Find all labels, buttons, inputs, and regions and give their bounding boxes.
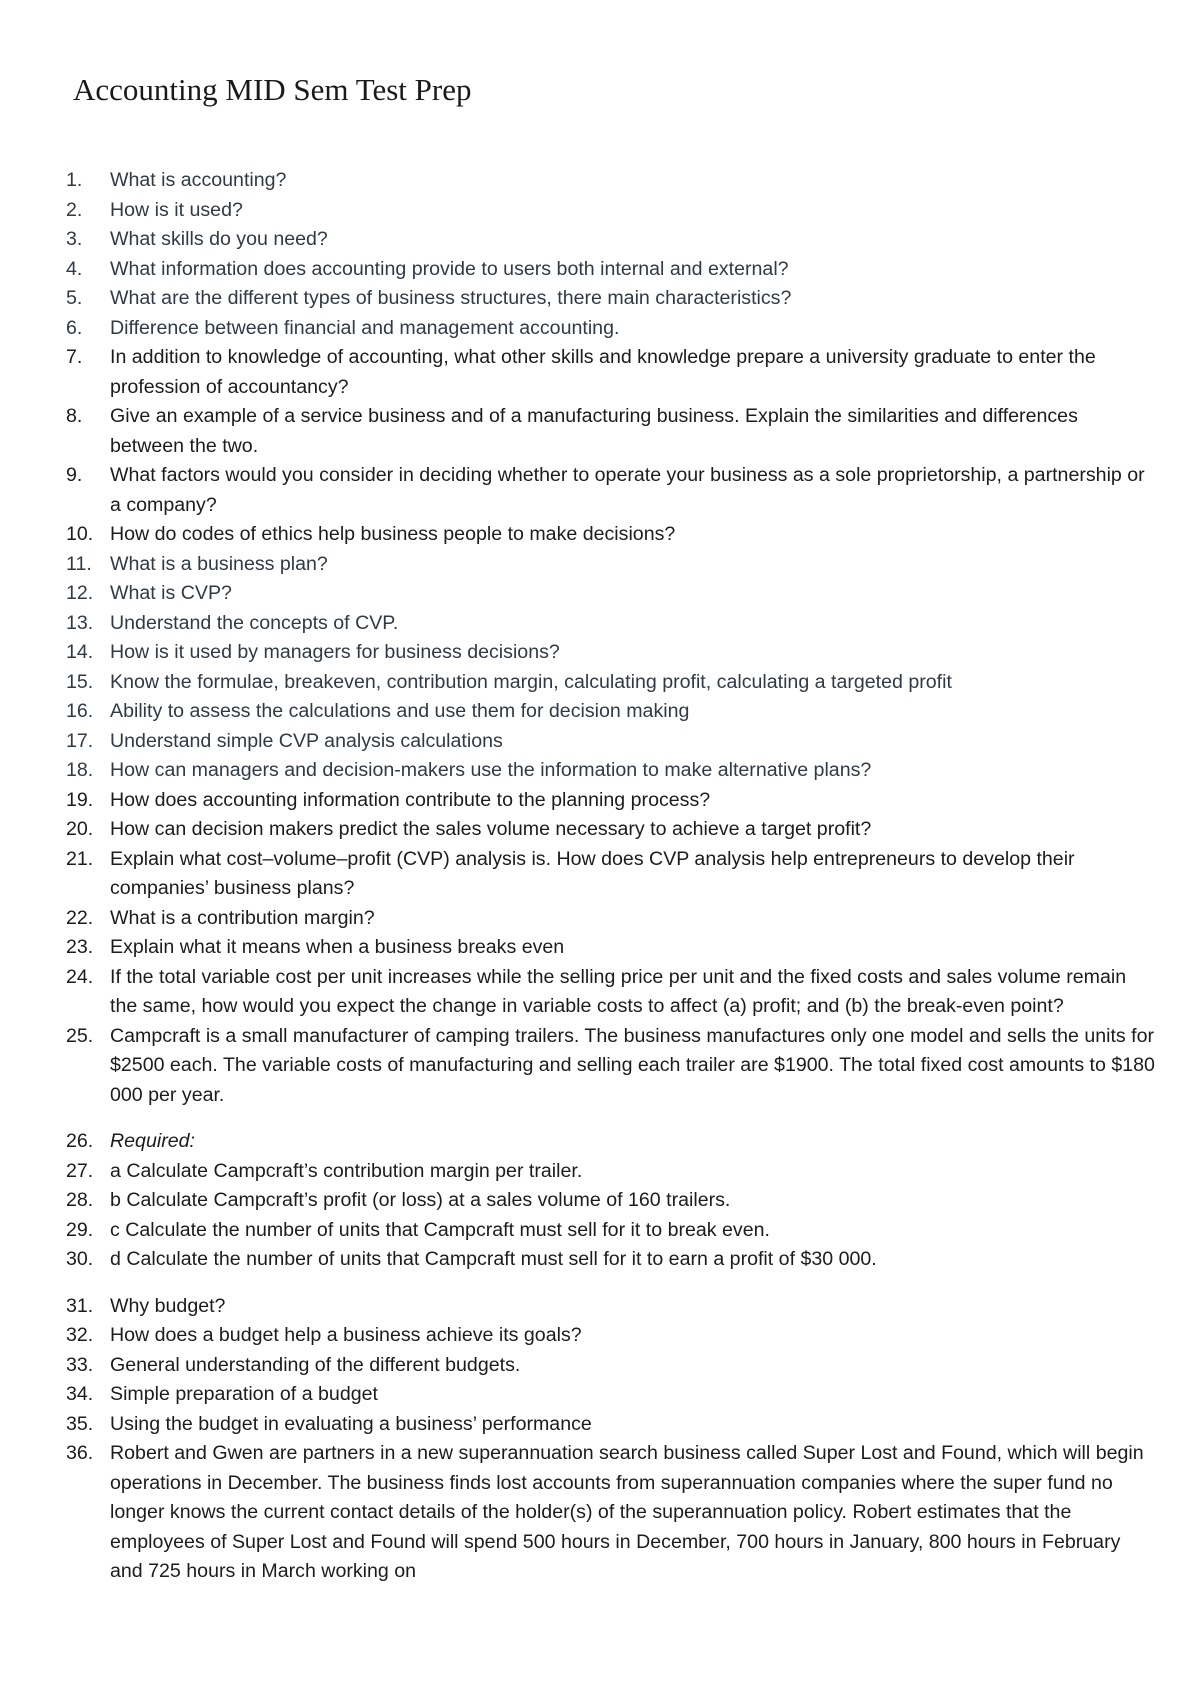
item-text: Why budget? xyxy=(110,1294,226,1317)
item-text: Campcraft is a small manufacturer of camping trailers. The business manufactures only one model and sells the units for $2500 each. The variable costs of manufacturing and selling each trailer are $1900. The total fixed cost amounts to $180 000 per year. xyxy=(110,1024,1155,1106)
item-text: What is a contribution margin? xyxy=(110,906,375,929)
list-item xyxy=(66,1321,1156,1351)
item-number: 27. xyxy=(66,1159,94,1182)
list-item xyxy=(66,727,1156,757)
list-item xyxy=(66,550,1156,580)
item-number: 3. xyxy=(66,228,83,250)
item-number: 26. xyxy=(66,1130,94,1152)
item-text: Difference between financial and management accounting. xyxy=(110,316,620,339)
list-item xyxy=(66,1186,1156,1216)
item-number: 16. xyxy=(66,700,94,722)
item-text: Understand simple CVP analysis calculations xyxy=(110,729,503,752)
list-item xyxy=(66,314,1156,344)
list-item xyxy=(66,786,1156,816)
list-item xyxy=(66,166,1156,196)
item-number: 29. xyxy=(66,1218,94,1241)
list-item xyxy=(66,1127,1156,1157)
item-number: 24. xyxy=(66,965,94,988)
item-text: How does accounting information contribute to the planning process? xyxy=(110,788,711,811)
list-item xyxy=(66,638,1156,668)
item-text: c Calculate the number of units that Campcraft must sell for it to break even. xyxy=(110,1218,770,1241)
item-number: 4. xyxy=(66,257,83,280)
item-text: In addition to knowledge of accounting, what other skills and knowledge prepare a university graduate to enter the profession of accountancy? xyxy=(110,346,1096,398)
list-item xyxy=(66,1351,1156,1381)
item-text: Know the formulae, breakeven, contribution margin, calculating profit, calculating a targeted profit xyxy=(110,670,952,693)
list-item xyxy=(66,1022,1156,1111)
item-number: 15. xyxy=(66,670,94,693)
item-text: Robert and Gwen are partners in a new superannuation search business called Super Lost and Found, which will begin operations in December. The business finds lost accounts from superannuation companies where the super fund no longer knows the current contact details of the holder(s) of the superannuation policy. Robert estimates that the employees of Super Lost and Found will spend 500 hours in December, 700 hours in January, 800 hours in February and 725 hours in March working on xyxy=(110,1442,1144,1582)
item-text: If the total variable cost per unit increases while the selling price per unit and the fixed costs and sales volume remain the same, how would you expect the change in variable costs to affect (a) profit; and (b) the break-even point? xyxy=(110,965,1127,1017)
item-text: What information does accounting provide to users both internal and external? xyxy=(110,257,789,280)
item-number: 32. xyxy=(66,1324,94,1346)
paragraph-gap xyxy=(66,1110,1156,1127)
list-item xyxy=(66,1380,1156,1410)
item-number: 34. xyxy=(66,1383,94,1405)
item-text: Explain what cost–volume–profit (CVP) analysis is. How does CVP analysis help entrepreneurs to develop their companies’ business plans? xyxy=(110,847,1075,899)
list-item xyxy=(66,579,1156,609)
item-text: a Calculate Campcraft’s contribution margin per trailer. xyxy=(110,1159,583,1182)
item-text: Understand the concepts of CVP. xyxy=(110,611,399,634)
list-item xyxy=(66,196,1156,226)
item-number: 2. xyxy=(66,198,83,221)
item-text: What is accounting? xyxy=(110,169,287,191)
list-item xyxy=(66,845,1156,904)
item-number: 14. xyxy=(66,641,94,663)
item-text: Using the budget in evaluating a business’ performance xyxy=(110,1412,592,1435)
item-number: 7. xyxy=(66,346,83,368)
list-item xyxy=(66,1439,1156,1587)
list-item xyxy=(66,756,1156,786)
question-list xyxy=(66,166,1156,1587)
item-text: Ability to assess the calculations and use them for decision making xyxy=(110,700,690,722)
item-number: 23. xyxy=(66,936,94,958)
item-number: 21. xyxy=(66,847,94,870)
page-title: Accounting MID Sem Test Prep xyxy=(73,72,472,107)
list-item xyxy=(66,1292,1156,1322)
item-number: 13. xyxy=(66,611,94,634)
item-text: How does a budget help a business achieve its goals? xyxy=(110,1324,582,1346)
item-text: What skills do you need? xyxy=(110,228,328,250)
item-number: 8. xyxy=(66,405,83,427)
item-number: 20. xyxy=(66,818,94,840)
item-text: How is it used? xyxy=(110,198,243,221)
item-number: 33. xyxy=(66,1353,94,1376)
item-number: 10. xyxy=(66,523,94,545)
list-item xyxy=(66,697,1156,727)
list-item xyxy=(66,1410,1156,1440)
list-item xyxy=(66,461,1156,520)
item-text: How can managers and decision-makers use the information to make alternative plans? xyxy=(110,759,872,781)
item-text: Simple preparation of a budget xyxy=(110,1383,378,1405)
list-item xyxy=(66,225,1156,255)
item-number: 22. xyxy=(66,906,94,929)
item-text: b Calculate Campcraft’s profit (or loss) at a sales volume of 160 trailers. xyxy=(110,1189,731,1211)
list-item xyxy=(66,255,1156,285)
item-text: What is a business plan? xyxy=(110,552,328,575)
paragraph-gap xyxy=(66,1275,1156,1292)
item-text: How can decision makers predict the sales volume necessary to achieve a target profit? xyxy=(110,818,872,840)
list-item xyxy=(66,284,1156,314)
list-item xyxy=(66,815,1156,845)
list-item xyxy=(66,1245,1156,1275)
item-number: 11. xyxy=(66,552,92,575)
list-item xyxy=(66,904,1156,934)
item-number: 31. xyxy=(66,1294,94,1317)
item-number: 9. xyxy=(66,464,83,486)
item-text: Give an example of a service business and of a manufacturing business. Explain the similarities and differences between the two. xyxy=(110,405,1078,457)
item-number: 28. xyxy=(66,1189,94,1211)
item-number: 36. xyxy=(66,1442,94,1464)
item-number: 6. xyxy=(66,316,83,339)
item-text: What is CVP? xyxy=(110,582,232,604)
list-item xyxy=(66,963,1156,1022)
item-number: 35. xyxy=(66,1412,94,1435)
list-item xyxy=(66,668,1156,698)
item-number: 30. xyxy=(66,1248,94,1270)
item-text: d Calculate the number of units that Campcraft must sell for it to earn a profit of $30 000. xyxy=(110,1248,877,1270)
list-item xyxy=(66,1157,1156,1187)
item-text: What are the different types of business structures, there main characteristics? xyxy=(110,287,792,309)
list-item xyxy=(66,520,1156,550)
item-text: Explain what it means when a business breaks even xyxy=(110,936,565,958)
list-item xyxy=(66,343,1156,402)
item-text: What factors would you consider in deciding whether to operate your business as a sole proprietorship, a partnership or a company? xyxy=(110,464,1145,516)
item-number: 1. xyxy=(66,169,83,191)
list-item xyxy=(66,609,1156,639)
item-number: 17. xyxy=(66,729,94,752)
item-number: 12. xyxy=(66,582,94,604)
list-item xyxy=(66,1216,1156,1246)
list-item xyxy=(66,933,1156,963)
item-text: General understanding of the different budgets. xyxy=(110,1353,521,1376)
item-number: 18. xyxy=(66,759,94,781)
item-text: Required: xyxy=(110,1130,195,1152)
item-number: 5. xyxy=(66,287,83,309)
item-number: 19. xyxy=(66,788,94,811)
item-number: 25. xyxy=(66,1024,94,1047)
item-text: How is it used by managers for business decisions? xyxy=(110,641,560,663)
list-item xyxy=(66,402,1156,461)
item-text: How do codes of ethics help business people to make decisions? xyxy=(110,523,676,545)
